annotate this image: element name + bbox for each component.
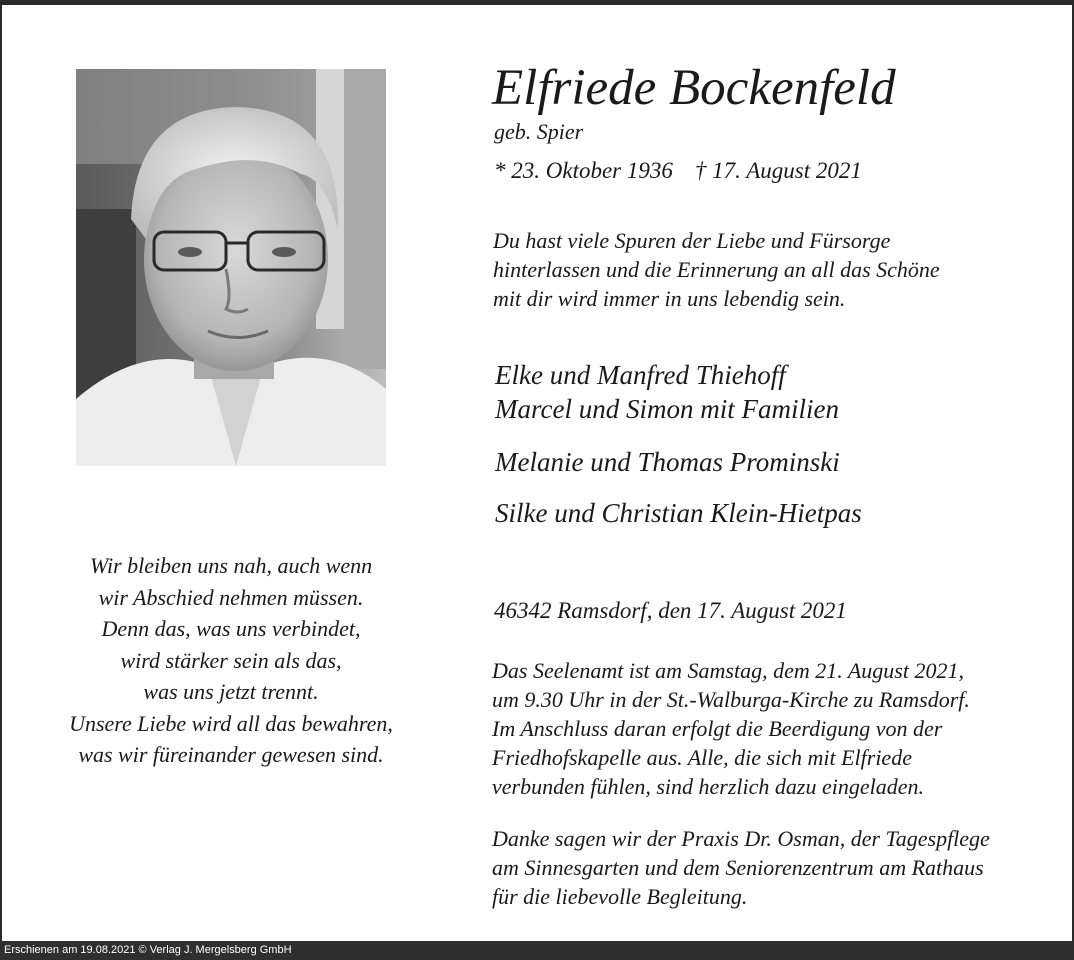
poem-line: wir Abschied nehmen müssen. [98, 584, 364, 610]
mourner-name: Elke und Manfred Thiehoff [495, 360, 786, 390]
service-line: Das Seelenamt ist am Samstag, dem 21. August 2021, [492, 658, 964, 683]
poem-line: wird stärker sein als das, [120, 647, 342, 673]
mourner-name: Marcel und Simon mit Familien [495, 394, 839, 424]
memorial-verse [493, 226, 940, 313]
life-dates [494, 157, 862, 185]
poem-line: Wir bleiben uns nah, auch wenn [89, 553, 373, 578]
verse-line: hinterlassen und die Erinnerung an all das Schöne [493, 257, 940, 282]
portrait-photo [76, 69, 386, 466]
mourner-name: Silke und Christian Klein-Hietpas [495, 498, 862, 528]
farewell-poem [40, 550, 422, 771]
verse-line: mit dir wird immer in uns lebendig sein. [493, 286, 846, 311]
acknowledgements [492, 824, 990, 911]
verse-line: Du hast viele Spuren der Liebe und Fürsorge [493, 228, 891, 253]
poem-line: was wir füreinander gewesen sind. [78, 742, 384, 767]
mourner-name: Melanie und Thomas Prominski [495, 447, 840, 477]
mourners-group-3 [495, 496, 862, 530]
publication-footer: Erschienen am 19.08.2021 © Verlag J. Mergelsberg GmbH [0, 941, 1074, 960]
mourners-group-2 [495, 445, 840, 479]
maiden-name: geb. Spier [494, 119, 584, 144]
thanks-line: Danke sagen wir der Praxis Dr. Osman, der Tagespflege [492, 826, 990, 851]
place-and-date: 46342 Ramsdorf, den 17. August 2021 [494, 598, 847, 623]
service-details [492, 656, 970, 801]
service-line: verbunden fühlen, sind herzlich dazu eingeladen. [492, 774, 924, 799]
birth-date: * 23. Oktober 1936 [494, 158, 673, 183]
poem-line: Unsere Liebe wird all das bewahren, [69, 710, 393, 736]
death-date: † 17. August 2021 [694, 158, 862, 183]
service-line: Im Anschluss daran erfolgt die Beerdigung von der [492, 716, 943, 741]
deceased-name: Elfriede Bockenfeld [492, 60, 896, 116]
mourners-group-1 [495, 358, 839, 426]
thanks-line: am Sinnesgarten und dem Seniorenzentrum am Rathaus [492, 855, 984, 880]
service-line: um 9.30 Uhr in der St.-Walburga-Kirche zu Ramsdorf. [492, 687, 970, 712]
service-line: Friedhofskapelle aus. Alle, die sich mit Elfriede [492, 745, 912, 770]
poem-line: was uns jetzt trennt. [143, 679, 319, 704]
poem-line: Denn das, was uns verbindet, [101, 616, 361, 641]
thanks-line: für die liebevolle Begleitung. [492, 884, 748, 909]
